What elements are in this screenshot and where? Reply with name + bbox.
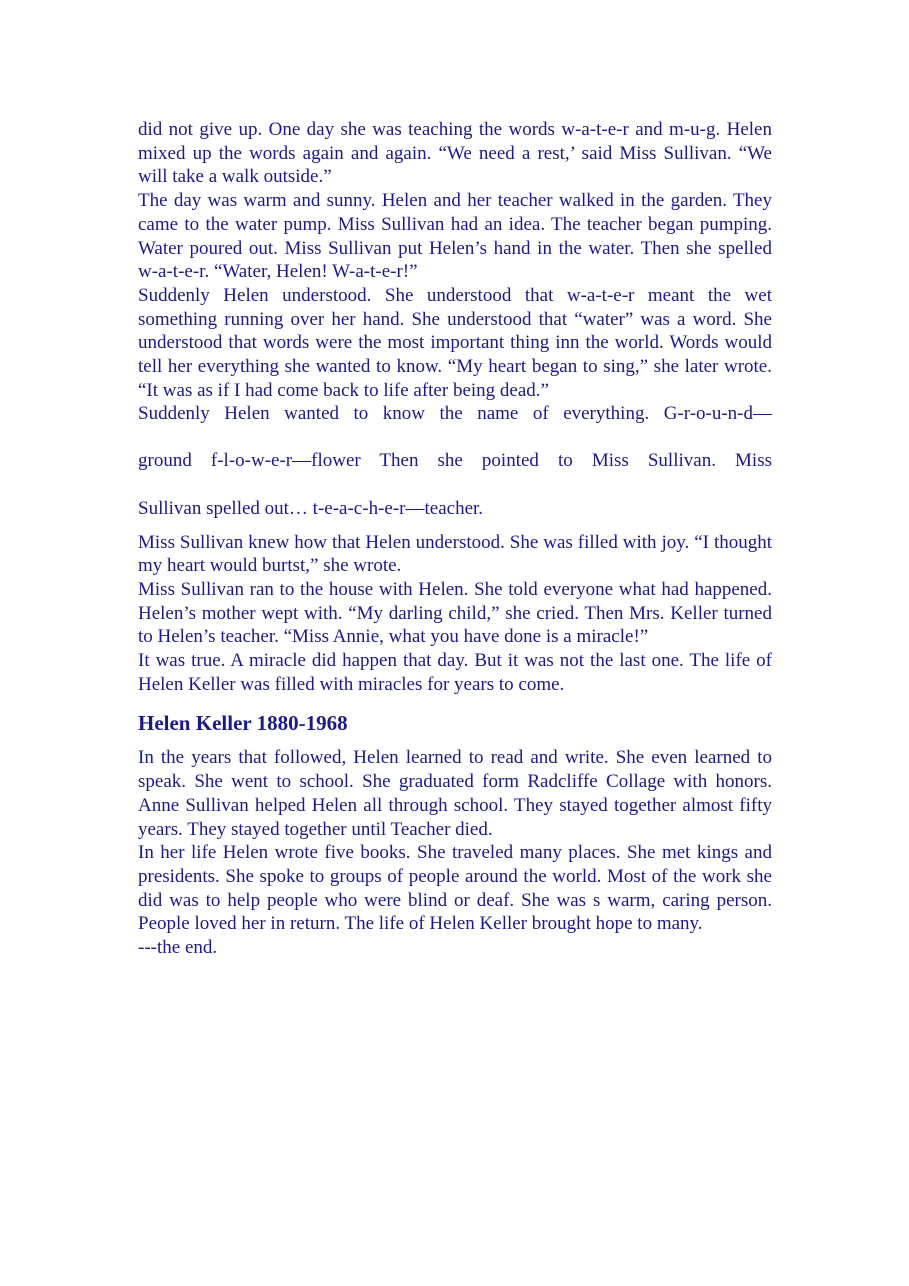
- paragraph-told-everyone: Miss Sullivan ran to the house with Helen. She told everyone what had happened. Helen’s mother wept with. “My darling child,” she cried. Then Mrs. Keller turned to Helen’s teacher. “Miss Annie, what you have done is a miracle!”: [138, 578, 772, 648]
- paragraph-years-that-followed: In the years that followed, Helen learned to read and write. She even learned to speak. She went to school. She graduated form Radcliffe Collage with honors. Anne Sullivan helped Helen all through school. They stayed together almost fifty years. They stayed together until Teacher died.: [138, 747, 772, 840]
- paragraph-teaching-words: did not give up. One day she was teaching the words w-a-t-e-r and m-u-g. Helen mixed up the words again and again. “We need a rest,’ said Miss Sullivan. “We will take a walk outside.”: [138, 119, 772, 188]
- paragraph-filled-with-joy: Miss Sullivan knew how that Helen understood. She was filled with joy. “I thought my heart would burtst,” she wrote.: [138, 531, 772, 577]
- paragraph-her-life: In her life Helen wrote five books. She traveled many places. She met kings and presidents. She spoke to groups of people around the world. Most of the work she did was to help people who were blind or deaf. She was s warm, caring person. People loved her in return. The life of Helen Keller brought hope to many.: [138, 842, 772, 935]
- spelled-line-teacher: Sullivan spelled out… t-e-a-c-h-e-r—teacher.: [138, 497, 484, 519]
- paragraph-helen-understood: Suddenly Helen understood. She understood that w-a-t-e-r meant the wet something running over her hand. She understood that “water” was a word. She understood that words were the most important thing inn the world. Words would tell her everything she wanted to know. “My heart began to sing,” she later wrote. “It was as if I had come back to life after being dead.”: [138, 284, 772, 401]
- paragraph-miracle: It was true. A miracle did happen that day. But it was not the last one. The life of Helen Keller was filled with miracles for years to come.: [138, 650, 772, 695]
- paragraph-water-pump: The day was warm and sunny. Helen and her teacher walked in the garden. They came to the water pump. Miss Sullivan had an idea. The teacher began pumping. Water poured out. Miss Sullivan put Helen’s hand in the water. Then she spelled w-a-t-e-r. “Water, Helen! W-a-t-e-r!”: [138, 190, 772, 283]
- document-page: [138, 118, 772, 960]
- closing-line: ---the end.: [138, 937, 218, 959]
- spelled-line-ground: Suddenly Helen wanted to know the name of everything. G-r-o-u-n-d—: [138, 403, 772, 425]
- spelled-line-flower: ground f-l-o-w-e-r—flower Then she pointed to Miss Sullivan. Miss: [138, 450, 772, 472]
- section-heading: Helen Keller 1880-1968: [138, 711, 348, 736]
